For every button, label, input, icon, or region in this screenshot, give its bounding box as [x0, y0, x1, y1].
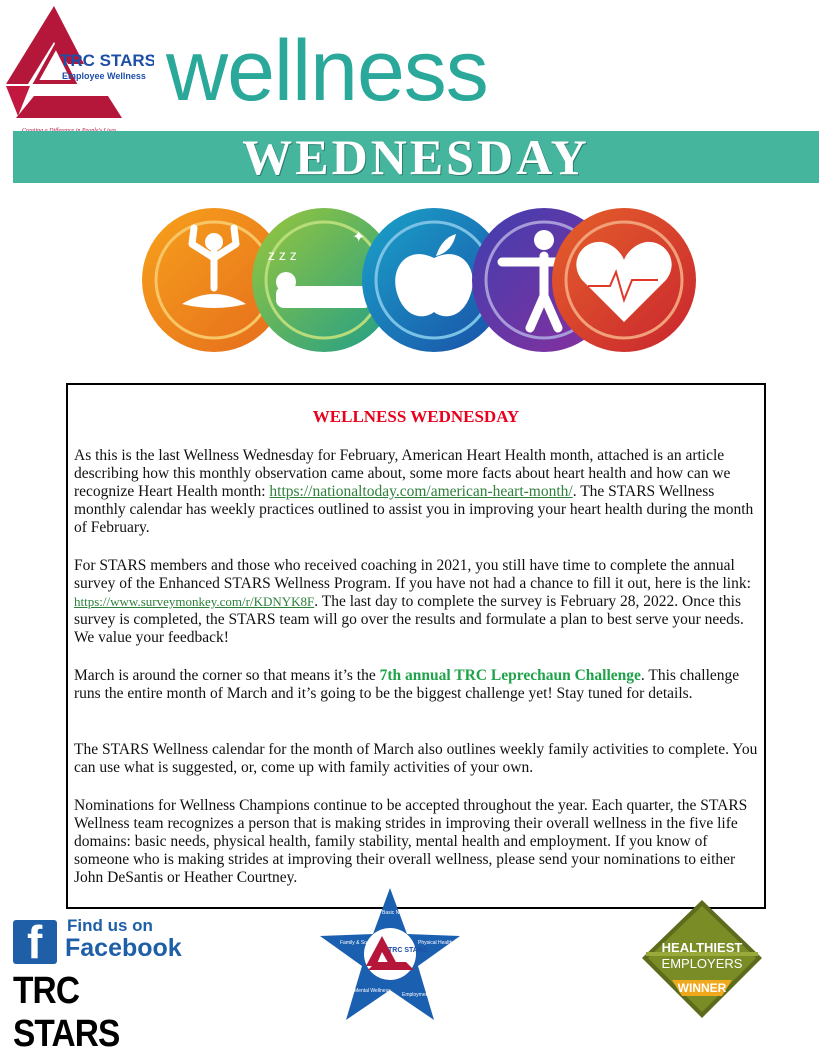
paragraph-family-activities	[74, 741, 764, 777]
logo-name: TRC STARS	[60, 51, 154, 70]
american-heart-month-link[interactable]: https://nationaltoday.com/american-heart-month/	[269, 483, 573, 500]
p3-text: March is around the corner so that means it’s the	[74, 667, 380, 684]
star-bottom-left-label: Mental Wellness	[354, 988, 391, 994]
star-center-label: TRC STARS	[388, 947, 428, 954]
p5-text: Nominations for Wellness Champions continue to be accepted throughout the year. Each quarter, the STARS Wellness team recognizes a person that is making strides in improving their overall wellness in the five life domains: basic needs, physical health, family stability, mental health and employment. If you know of someone who is making strides at improving their overall wellness, please send your nominations to either John DeSantis or Heather Courtney.	[74, 797, 748, 886]
paragraph-heart-month	[74, 447, 764, 537]
newsletter-content-box	[66, 383, 766, 909]
facebook-block[interactable]	[13, 916, 193, 1055]
award-line1: HEALTHIEST	[661, 940, 743, 955]
svg-text:z z z: z z z	[268, 247, 297, 263]
trc-stars-label: TRC STARS	[13, 970, 120, 1055]
star-left-label: Family & Social	[340, 940, 375, 946]
leprechaun-challenge-highlight: 7th annual TRC Leprechaun Challenge	[379, 667, 641, 684]
healthiest-employers-award	[638, 900, 766, 1020]
trc-stars-logo	[4, 4, 154, 134]
p2-text-end: . The last day to complete the survey is February 28, 2022. Once this survey is completed, the STARS team will go over the results and formulate a plan to best serve your needs. We value your feedback!	[74, 593, 744, 646]
banner-text: WEDNESDAY	[242, 129, 590, 185]
paragraph-nominations	[74, 797, 764, 887]
wellness-heading: wellness	[166, 23, 488, 119]
wednesday-banner	[13, 131, 819, 183]
wellness-icons-row	[136, 200, 696, 360]
find-us-label: Find us on	[67, 916, 153, 935]
survey-link[interactable]: https://www.surveymonkey.com/r/KDNYK8F	[74, 594, 315, 609]
star-bottom-right-label: Employment	[402, 992, 430, 998]
star-top-label: Basic Needs	[382, 910, 411, 916]
p4-text: The STARS Wellness calendar for the month of March also outlines weekly family activities to complete. You can use what is suggested, or, come up with family activities of your own.	[74, 741, 758, 776]
p3-text-end: . This challenge runs the entire month of March and it’s going to be the biggest challenge yet! Stay tuned for details.	[74, 667, 740, 702]
award-line3: WINNER	[677, 981, 727, 995]
content-title: WELLNESS WEDNESDAY	[312, 407, 520, 426]
heart-icon	[552, 208, 696, 352]
stars-domains-star	[318, 886, 462, 1023]
p1-text-end: . The STARS Wellness monthly calendar has weekly practices outlined to assist you in improving your heart health during the month of February.	[74, 483, 754, 536]
facebook-label: Facebook	[65, 934, 182, 962]
star-right-label: Physical Health	[418, 940, 453, 946]
svg-text:✦: ✦	[352, 227, 366, 246]
logo-subtitle: Employee Wellness	[62, 71, 146, 81]
paragraph-survey	[74, 557, 764, 647]
facebook-icon[interactable]: f	[13, 920, 57, 964]
p1-text: As this is the last Wellness Wednesday for February, American Heart Health month, attached is an article describing how this monthly observation came about, some more facts about heart health and how can we recognize Heart Health month:	[74, 447, 731, 500]
paragraph-leprechaun	[74, 667, 764, 703]
award-line2: EMPLOYERS	[661, 956, 743, 971]
p2-text: For STARS members and those who received coaching in 2021, you still have time to complete the annual survey of the Enhanced STARS Wellness Program. If you have not had a chance to fill it out, here is the link:	[74, 557, 751, 592]
